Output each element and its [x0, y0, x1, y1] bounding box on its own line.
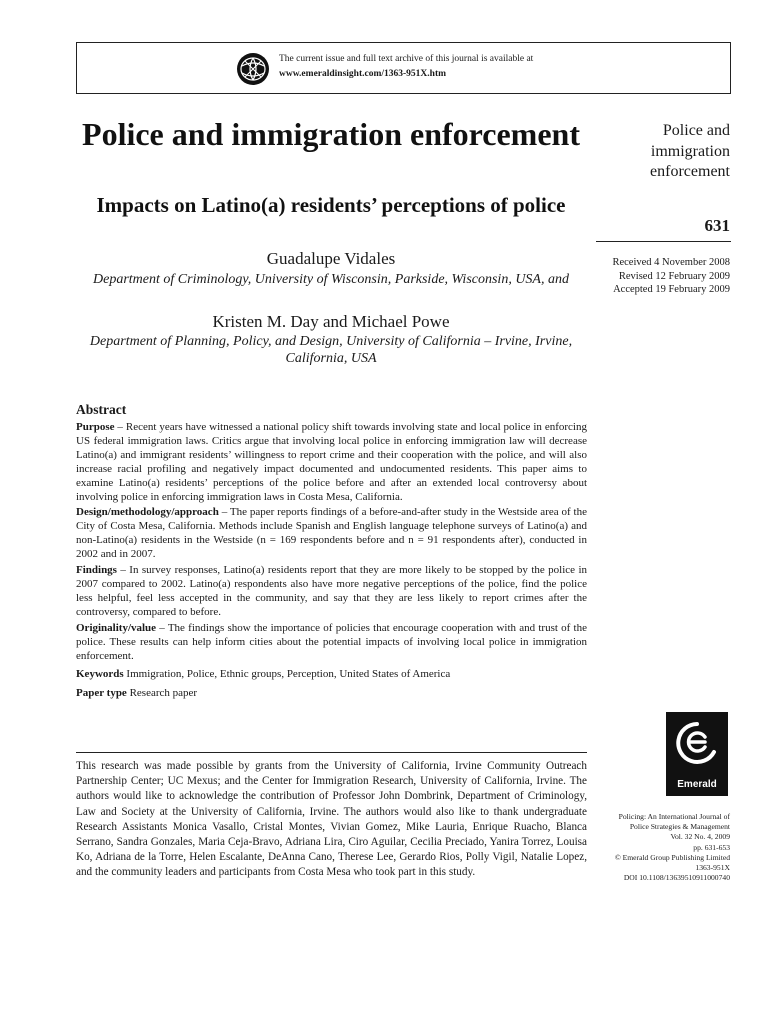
emerald-logo-text: Emerald	[677, 779, 717, 790]
article-title: Police and immigration enforcement	[82, 116, 580, 152]
acknowledgements-footnote: This research was made possible by grants from the University of California, Irvine Community Outreach Partnership Center; UC Mexus; and the Center for Immigration Research, University of California, Irvine. The authors would like to acknowledge the contribution of Professor John Dombrink, Department of Criminology, Law and Society at the University of California, Irvine. The authors would also like to thank undergraduate Research Assistants Monica Vasallo, Cristal Montes, Vivian Gomez, Mike Lauria, Enrique Ruacho, Blanca Serrano, Sandra Gonzales, Maria Ceja-Bravo, Adriana Lira, Ciro Aguilar, Cecilia Preciado, Yanira Torrez, Louisa Ko, Adriana de la Torre, Helen Escalante, DeAnna Cano, Therese Lee, Gerardo Rios, Polly Vigil, Natalie Lopez, and the community leaders and participants from Costa Mesa who took part in this study.	[76, 760, 587, 879]
sidebar-divider	[596, 241, 731, 242]
abstract-section	[76, 402, 587, 703]
emerald-logo	[666, 712, 728, 796]
publisher-copyright: © Emerald Group Publishing Limited	[614, 852, 730, 862]
abstract-purpose	[76, 421, 587, 504]
journal-url-link[interactable]: www.emeraldinsight.com/1363-951X.htm	[279, 69, 447, 79]
abstract-design	[76, 506, 587, 562]
footnote-divider	[76, 752, 587, 753]
keywords-label: Keywords	[76, 668, 124, 681]
journal-name-line2: Police Strategies & Management	[629, 822, 730, 832]
abstract-heading: Abstract	[76, 402, 127, 417]
abstract-paper-type	[76, 687, 587, 701]
purpose-label: Purpose	[76, 421, 115, 433]
journal-citation-info	[590, 812, 730, 883]
design-text: – The paper reports findings of a before-and-after study in the Westside area of the City of Costa Mesa, California. Methods include Spanish and English language telephone surveys of Latino(a) and non-Latino(a) residents in the Westside (n = 169 respondents before and n = 91 respondents after), conducted in 2002 and in 2007.	[76, 506, 587, 561]
paper-type-text: Research paper	[126, 687, 198, 700]
received-date: Received 4 November 2008	[612, 257, 730, 268]
revised-date: Revised 12 February 2009	[618, 270, 730, 282]
keywords-text: Immigration, Police, Ethnic groups, Perception, United States of America	[123, 668, 451, 681]
journal-pages: pp. 631-653	[693, 842, 730, 852]
journal-volume: Vol. 32 No. 4, 2009	[670, 832, 730, 842]
findings-text: – In survey responses, Latino(a) residents report that they are more likely to be stopped by the police in 2007 compared to 2002. Latino(a) respondents also have more negative perceptions of the police, find the police less helpful, feel less accepted in the community, and say that they are less likely to report crimes after the controversy, compared to before.	[76, 564, 587, 618]
abstract-findings	[76, 564, 587, 620]
page-number: 631	[704, 216, 730, 235]
accepted-date: Accepted 19 February 2009	[613, 284, 730, 295]
globe-icon	[236, 52, 270, 86]
originality-text: – The findings show the importance of policies that encourage cooperation with and trust of the police. These results can help inform cities about the potential impacts of involving local police in immigration enforcement.	[76, 621, 587, 662]
journal-name-line1: Policing: An International Journal of	[618, 812, 730, 821]
author-name-1: Guadalupe Vidales	[266, 249, 396, 268]
author-affiliation-1: Department of Criminology, University of Wisconsin, Parkside, Wisconsin, USA, and	[93, 272, 569, 287]
design-label: Design/methodology/approach	[76, 506, 219, 519]
author-affiliation-2: Department of Planning, Policy, and Design, University of California – Irvine, Irvine, California, USA	[89, 334, 573, 366]
originality-label: Originality/value	[76, 621, 157, 634]
abstract-originality	[76, 622, 587, 664]
availability-note: The current issue and full text archive of this journal is available at	[279, 54, 534, 64]
journal-issn: 1363-951X	[695, 863, 730, 873]
article-doi: DOI 10.1108/13639510911000740	[623, 873, 730, 883]
abstract-keywords	[76, 668, 587, 682]
emerald-logo-icon	[674, 720, 720, 770]
running-title: Police and immigration enforcement	[650, 122, 730, 180]
purpose-text: – Recent years have witnessed a national policy shift towards involving state and local police in enforcing US federal immigration laws. Critics argue that involving local police in enforcing immigration law will decrease Latino(a) and immigrant residents’ willingness to report crime and their cooperation with the police, and will also increase racial profiling and negatively impact documented and undocumented residents. This paper aims to examine Latino(a) residents’ perceptions of the police before and after an extended local controversy about involving police in enforcing immigration laws in Costa Mesa, California.	[76, 421, 587, 503]
article-subtitle: Impacts on Latino(a) residents’ perceptions of police	[96, 193, 566, 217]
author-name-2: Kristen M. Day and Michael Powe	[212, 312, 450, 331]
findings-label: Findings	[76, 564, 117, 577]
journal-availability-banner	[76, 42, 731, 94]
submission-dates	[596, 256, 730, 297]
paper-type-label: Paper type	[76, 687, 127, 700]
